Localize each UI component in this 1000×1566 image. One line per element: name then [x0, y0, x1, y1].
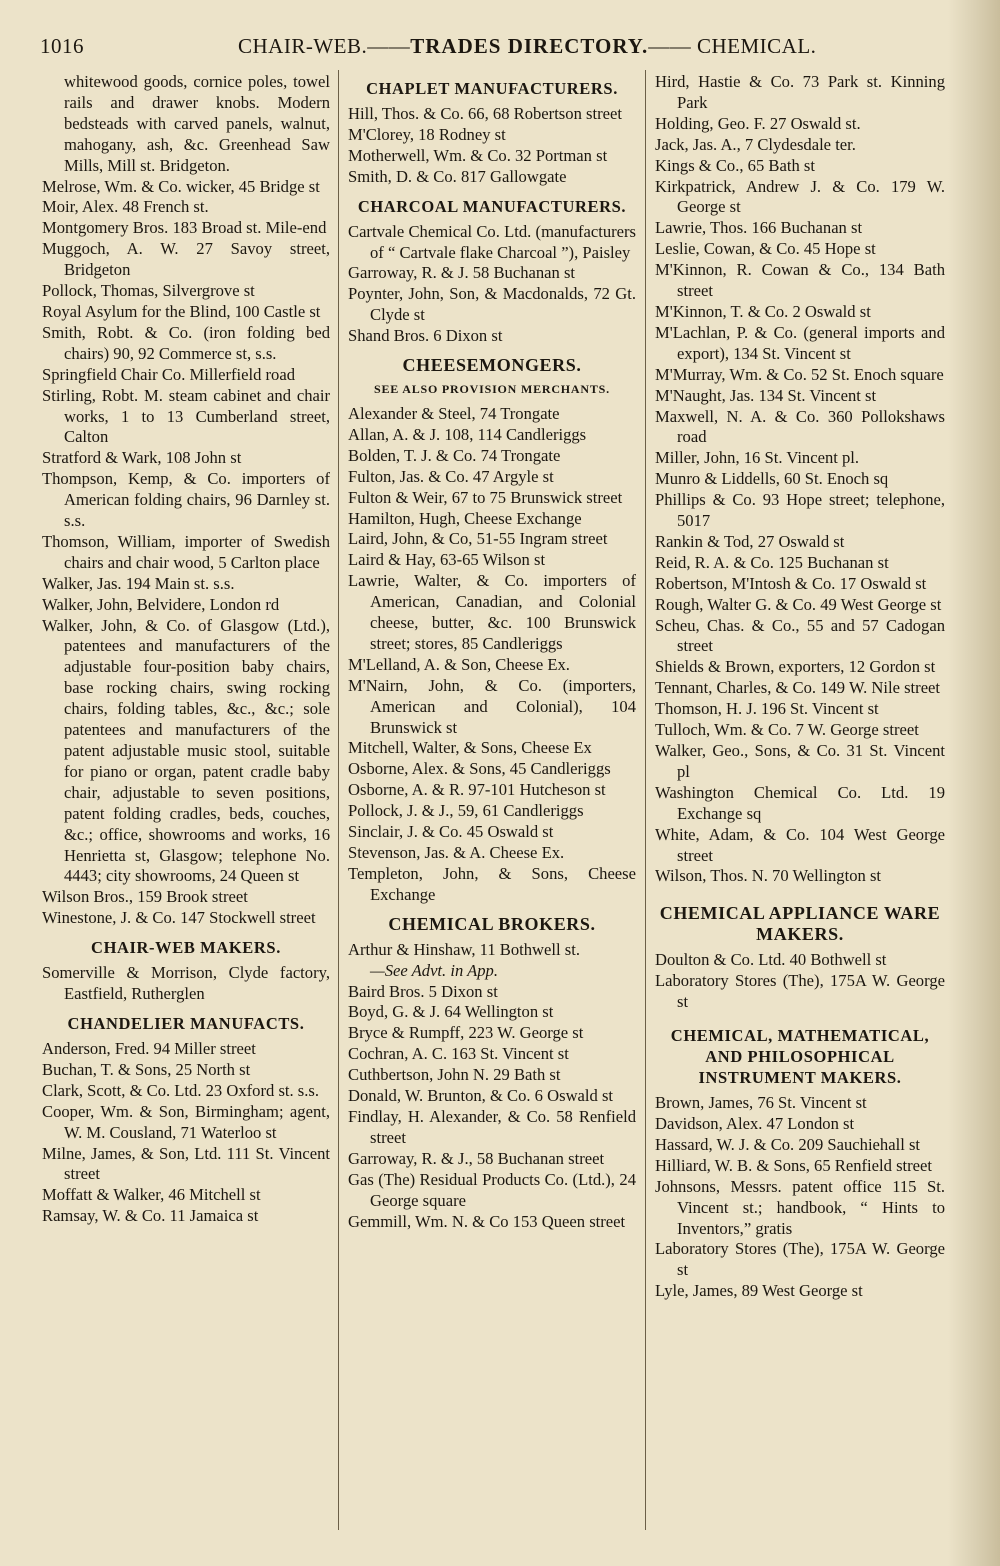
directory-entry: Templeton, John, & Sons, Cheese Exchange — [348, 863, 636, 904]
directory-entry: Melrose, Wm. & Co. wicker, 45 Bridge st — [42, 176, 320, 196]
directory-entry: Osborne, Alex. & Sons, 45 Candleriggs — [348, 759, 611, 779]
directory-entry: Thompson, Kemp, & Co. importers of American folding chairs, 96 Darnley st. s.s. — [42, 469, 330, 531]
entry-list — [655, 72, 945, 887]
entry-list — [42, 177, 330, 930]
directory-entry: Osborne, A. & R. 97-101 Hutcheson st — [348, 780, 606, 800]
directory-entry: Bolden, T. J. & Co. 74 Trongate — [348, 445, 561, 465]
directory-entry: Motherwell, Wm. & Co. 32 Portman st — [348, 145, 608, 165]
directory-entry: Hird, Hastie & Co. 73 Park st. Kinning Park — [655, 72, 945, 112]
directory-entry: Winestone, J. & Co. 147 Stockwell street — [42, 908, 316, 928]
directory-entry: Kings & Co., 65 Bath st — [655, 155, 815, 175]
directory-entry: Davidson, Alex. 47 London st — [655, 1113, 855, 1133]
directory-entry: Springfield Chair Co. Millerfield road — [42, 364, 296, 384]
directory-entry: Laird, John, & Co, 51-55 Ingram street — [348, 529, 608, 549]
directory-entry: Shields & Brown, exporters, 12 Gordon st — [655, 657, 936, 677]
directory-entry: Clark, Scott, & Co. Ltd. 23 Oxford st. s.s. — [42, 1080, 320, 1100]
directory-entry: Milne, James, & Son, Ltd. 111 St. Vincent street — [42, 1143, 330, 1184]
directory-entry: Munro & Liddells, 60 St. Enoch sq — [655, 469, 889, 489]
directory-entry: Muggoch, A. W. 27 Savoy street, Bridgeton — [42, 239, 330, 280]
directory-entry: M'Kinnon, T. & Co. 2 Oswald st — [655, 301, 871, 321]
directory-entry: Mitchell, Walter, & Sons, Cheese Ex — [348, 738, 592, 758]
directory-entry: Thomson, H. J. 196 St. Vincent st — [655, 699, 879, 719]
directory-entry: Tulloch, Wm. & Co. 7 W. George street — [655, 720, 919, 740]
page-number: 1016 — [40, 34, 84, 58]
directory-entry: Shand Bros. 6 Dixon st — [348, 326, 503, 346]
directory-entry: Walker, Jas. 194 Main st. s.s. — [42, 573, 235, 593]
advert-reference: —See Advt. in App. — [370, 960, 498, 980]
directory-entry: Pollock, J. & J., 59, 61 Candleriggs — [348, 801, 584, 821]
section-heading-instrument-makers: CHEMICAL, MATHEMATICAL, AND PHILOSOPHICAL INSTRUMENT MAKERS. — [670, 1026, 930, 1088]
entry-list — [655, 1093, 945, 1302]
directory-entry: Leslie, Cowan, & Co. 45 Hope st — [655, 239, 876, 259]
header-dash-right: —— — [648, 34, 692, 58]
directory-entry: Doulton & Co. Ltd. 40 Bothwell st — [655, 950, 887, 970]
directory-entry: Tennant, Charles, & Co. 149 W. Nile street — [655, 678, 941, 698]
entry-list — [348, 104, 636, 188]
entry-list — [348, 222, 636, 347]
section-heading-chair-web-makers: CHAIR-WEB MAKERS. — [91, 938, 281, 958]
directory-entry: Laboratory Stores (The), 175A W. George st — [655, 1239, 945, 1280]
directory-entry: M'Lelland, A. & Son, Cheese Ex. — [348, 654, 570, 674]
directory-entry: Gemmill, Wm. N. & Co 153 Queen street — [348, 1211, 626, 1231]
directory-entry: Wilson Bros., 159 Brook street — [42, 887, 248, 907]
directory-entry: Laboratory Stores (The), 175A W. George st — [655, 971, 945, 1012]
directory-entry: Walker, John, & Co. of Glasgow (Ltd.), patentees and manufacturers of the adjustable four-position baby chairs, base rocking chairs, swing rocking chairs, folding tables, &c., &c.; sole patentees and manufacturers of the patent adjustable music stool, suitable for piano or organ, patent cradle baby chair, adjustable to seven positions, patent folding cradles, beds, couches, &c.; office, showrooms and works, 16 Henrietta st, Glasgow; telephone No. 4443; city showrooms, 24 Queen st — [42, 615, 330, 886]
directory-entry: Sinclair, J. & Co. 45 Oswald st — [348, 822, 554, 842]
directory-entry: Holding, Geo. F. 27 Oswald st. — [655, 113, 861, 133]
entry-list — [655, 950, 945, 1013]
directory-entry: Fulton & Weir, 67 to 75 Brunswick street — [348, 487, 623, 507]
directory-entry: Alexander & Steel, 74 Trongate — [348, 403, 560, 423]
directory-entry: Allan, A. & J. 108, 114 Candleriggs — [348, 424, 587, 444]
directory-entry: White, Adam, & Co. 104 West George street — [655, 824, 945, 865]
section-heading-chaplet: CHAPLET MANUFACTURERS. — [366, 79, 618, 98]
directory-entry: Stratford & Wark, 108 John st — [42, 448, 242, 468]
directory-entry: Moir, Alex. 48 French st. — [42, 197, 209, 217]
directory-entry: Thomson, William, importer of Swedish chairs and chair wood, 5 Carlton place — [42, 531, 330, 572]
column-1 — [42, 72, 330, 1557]
section-heading-chemical-brokers: CHEMICAL BROKERS. — [388, 913, 596, 934]
directory-entry: Somerville & Morrison, Clyde factory, Eastfield, Rutherglen — [42, 963, 330, 1004]
header-right-keyword: CHEMICAL. — [697, 34, 817, 58]
continued-entry-text: whitewood goods, cornice poles, towel rails and drawer knobs. Modern bedsteads with carved panels, walnut, mahogany, ash, &c. Greenhead Saw Mills, Mill st. Bridgeton. — [64, 72, 330, 175]
section-heading-charcoal: CHARCOAL MANUFACTURERS. — [357, 196, 627, 216]
section-heading-chemical-appliance: CHEMICAL APPLIANCE WARE MAKERS. — [659, 903, 941, 945]
directory-entry: Smith, D. & Co. 817 Gallowgate — [348, 166, 567, 186]
directory-entry: Cooper, Wm. & Son, Birmingham; agent, W. M. Cousland, 71 Waterloo st — [42, 1101, 330, 1142]
directory-entry: Reid, R. A. & Co. 125 Buchanan st — [655, 552, 889, 572]
directory-entry: Robertson, M'Intosh & Co. 17 Oswald st — [655, 573, 927, 593]
directory-entry: Boyd, G. & J. 64 Wellington st — [348, 1002, 554, 1022]
directory-entry: M'Naught, Jas. 134 St. Vincent st — [655, 385, 877, 405]
directory-entry: Poynter, John, Son, & Macdonalds, 72 Gt. Clyde st — [348, 284, 636, 325]
header-dash-left: —— — [367, 34, 411, 58]
directory-entry: Stevenson, Jas. & A. Cheese Ex. — [348, 843, 565, 862]
directory-entry: Cartvale Chemical Co. Ltd. (manufacturers of “ Cartvale flake Charcoal ”), Paisley — [348, 221, 636, 262]
entry-list — [348, 940, 636, 961]
directory-entry: Washington Chemical Co. Ltd. 19 Exchange sq — [655, 782, 945, 823]
column-3 — [655, 72, 945, 1557]
entry-list — [348, 404, 636, 906]
directory-entry: Lyle, James, 89 West George st — [655, 1281, 863, 1301]
directory-entry: Bryce & Rumpff, 223 W. George st — [348, 1023, 584, 1043]
section-heading-chandelier: CHANDELIER MANUFACTS. — [67, 1013, 305, 1033]
column-rule-1 — [338, 70, 339, 1530]
directory-entry: Fulton, Jas. & Co. 47 Argyle st — [348, 466, 554, 486]
directory-entry: Gas (The) Residual Products Co. (Ltd.), 24 George square — [348, 1169, 636, 1210]
directory-entry: Hilliard, W. B. & Sons, 65 Renfield street — [655, 1155, 933, 1175]
directory-entry: M'Kinnon, R. Cowan & Co., 134 Bath street — [655, 260, 945, 301]
directory-entry: Cuthbertson, John N. 29 Bath st — [348, 1065, 561, 1085]
running-header — [40, 30, 950, 64]
directory-entry: Donald, W. Brunton, & Co. 6 Oswald st — [348, 1086, 614, 1106]
directory-entry: Smith, Robt. & Co. (iron folding bed chairs) 90, 92 Commerce st, s.s. — [42, 322, 330, 363]
section-heading-cheesemongers: CHEESEMONGERS. — [402, 355, 582, 376]
directory-entry: Royal Asylum for the Blind, 100 Castle st — [42, 301, 321, 321]
directory-entry: Hassard, W. J. & Co. 209 Sauchiehall st — [655, 1134, 921, 1154]
directory-entry: Lawrie, Thos. 166 Buchanan st — [655, 218, 863, 238]
header-title: TRADES DIRECTORY. — [410, 34, 649, 58]
directory-entry: Hill, Thos. & Co. 66, 68 Robertson street — [348, 104, 622, 123]
column-2 — [348, 72, 636, 1557]
column-rule-2 — [645, 70, 646, 1530]
page-edge-shadow — [948, 0, 1000, 1566]
directory-entry: Pollock, Thomas, Silvergrove st — [42, 281, 255, 301]
directory-entry: Johnsons, Messrs. patent office 115 St. Vincent st.; handbook, “ Hints to Inventors,” gratis — [655, 1176, 945, 1238]
cross-reference: SEE ALSO PROVISION MERCHANTS. — [374, 382, 610, 397]
directory-entry: M'Nairn, John, & Co. (importers, American and Colonial), 104 Brunswick st — [348, 675, 636, 737]
directory-entry: Brown, James, 76 St. Vincent st — [655, 1093, 867, 1113]
directory-entry: Laird & Hay, 63-65 Wilson st — [348, 550, 546, 570]
directory-entry: Cochran, A. C. 163 St. Vincent st — [348, 1044, 569, 1064]
directory-entry: Rankin & Tod, 27 Oswald st — [655, 531, 845, 551]
directory-entry: Walker, John, Belvidere, London rd — [42, 594, 280, 614]
directory-entry: Walker, Geo., Sons, & Co. 31 St. Vincent pl — [655, 741, 945, 781]
directory-entry: Miller, John, 16 St. Vincent pl. — [655, 448, 860, 468]
entry-list — [348, 982, 636, 1233]
directory-entry: Phillips & Co. 93 Hope street; telephone, 5017 — [655, 490, 945, 531]
directory-entry: Scheu, Chas. & Co., 55 and 57 Cadogan street — [655, 615, 945, 656]
directory-entry: Stirling, Robt. M. steam cabinet and chair works, 1 to 13 Cumberland street, Calton — [42, 385, 330, 447]
directory-entry: Hamilton, Hugh, Cheese Exchange — [348, 508, 582, 528]
directory-entry: Findlay, H. Alexander, & Co. 58 Renfield street — [348, 1106, 636, 1147]
directory-entry: M'Lachlan, P. & Co. (general imports and export), 134 St. Vincent st — [655, 322, 945, 363]
directory-entry: Ramsay, W. & Co. 11 Jamaica st — [42, 1206, 259, 1226]
directory-entry: Anderson, Fred. 94 Miller street — [42, 1038, 256, 1058]
directory-entry: Kirkpatrick, Andrew J. & Co. 179 W. George st — [655, 176, 945, 217]
directory-entry: Moffatt & Walker, 46 Mitchell st — [42, 1185, 261, 1205]
directory-entry: Rough, Walter G. & Co. 49 West George st — [655, 594, 942, 614]
directory-entry: Garroway, R. & J., 58 Buchanan street — [348, 1148, 605, 1168]
directory-entry: M'Clorey, 18 Rodney st — [348, 124, 506, 144]
entry-list — [42, 1039, 330, 1227]
header-line — [238, 34, 816, 59]
directory-entry: M'Murray, Wm. & Co. 52 St. Enoch square — [655, 364, 944, 384]
directory-entry: Garroway, R. & J. 58 Buchanan st — [348, 263, 576, 283]
directory-entry: Arthur & Hinshaw, 11 Bothwell st. — [348, 939, 580, 959]
directory-entry: Jack, Jas. A., 7 Clydesdale ter. — [655, 134, 856, 154]
directory-entry: Baird Bros. 5 Dixon st — [348, 981, 498, 1001]
directory-entry: Maxwell, N. A. & Co. 360 Pollokshaws road — [655, 406, 945, 447]
directory-entry: Montgomery Bros. 183 Broad st. Mile-end — [42, 218, 327, 238]
directory-entry: Lawrie, Walter, & Co. importers of American, Canadian, and Colonial cheese, butter, &c. 100 Brunswick street; stores, 85 Candleriggs — [348, 571, 636, 653]
entry-list — [42, 963, 330, 1005]
directory-entry: Wilson, Thos. N. 70 Wellington st — [655, 866, 882, 886]
header-left-keyword: CHAIR-WEB. — [238, 34, 368, 58]
directory-entry: Buchan, T. & Sons, 25 North st — [42, 1059, 251, 1079]
